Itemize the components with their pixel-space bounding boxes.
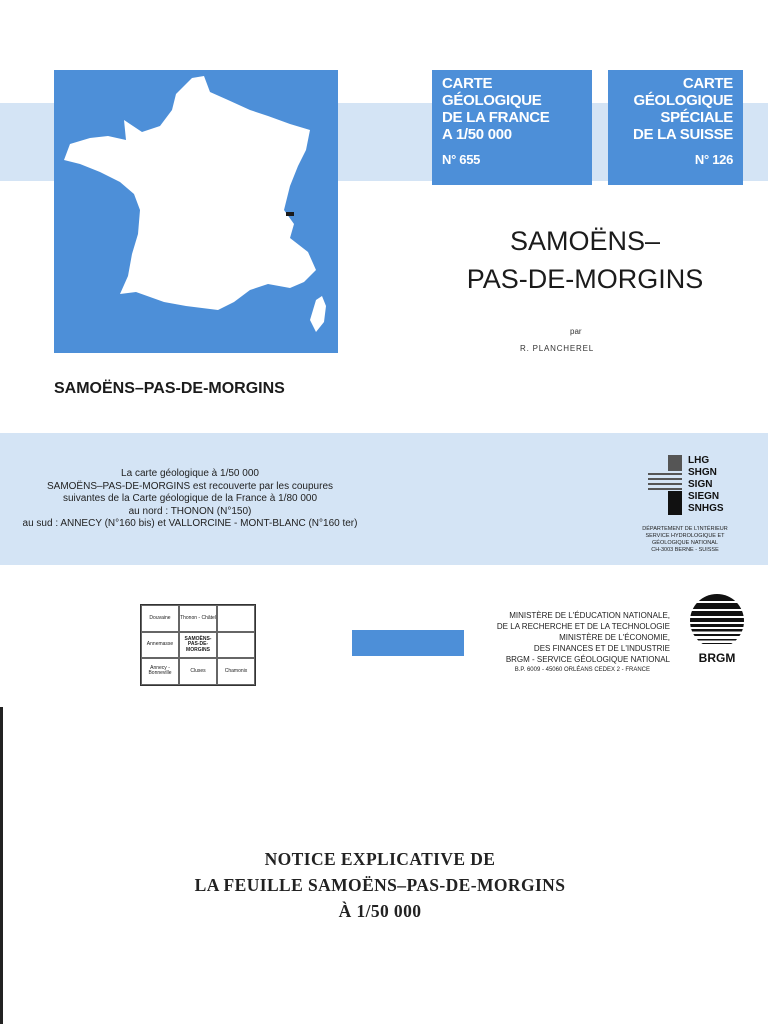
swiss-survey-acronyms bbox=[688, 455, 724, 515]
coverage-line: au sud : ANNECY (N°160 bis) et VALLORCINE - MONT-BLANC (N°160 ter) bbox=[22, 518, 358, 529]
author-name: R. PLANCHEREL bbox=[520, 344, 594, 353]
sheet-index-grid bbox=[140, 604, 256, 686]
coverage-line: suivantes de la Carte géologique de la France à 1/80 000 bbox=[62, 493, 318, 504]
badge-france-line: CARTE bbox=[442, 75, 493, 92]
ministry-line: DES FINANCES ET DE L'INDUSTRIE bbox=[533, 644, 670, 653]
swiss-dept-line: SERVICE HYDROLOGIQUE ET bbox=[645, 533, 725, 539]
badge-france-line: A 1/50 000 bbox=[442, 126, 512, 143]
index-cell: Thonon - Châtel bbox=[179, 605, 217, 632]
index-cell: Annecy - Bonneville bbox=[141, 658, 179, 685]
badge-france-line: DE LA FRANCE bbox=[442, 109, 550, 126]
ministry-line: DE LA RECHERCHE ET DE LA TECHNOLOGIE bbox=[496, 622, 670, 631]
badge-france-number: N° 655 bbox=[442, 152, 481, 167]
index-cell: Douvaine bbox=[141, 605, 179, 632]
ministry-line: MINISTÈRE DE L'ÉDUCATION NATIONALE, bbox=[509, 611, 670, 620]
ministry-line: BRGM - SERVICE GÉOLOGIQUE NATIONAL bbox=[505, 655, 670, 664]
swiss-survey-logo-icon bbox=[648, 455, 684, 517]
badge-suisse-line: GÉOLOGIQUE bbox=[633, 92, 733, 109]
swiss-department bbox=[600, 526, 768, 554]
swiss-dept-line: DÉPARTEMENT DE L'INTÉRIEUR bbox=[642, 526, 728, 532]
sheet-title-line2: PAS-DE-MORGINS bbox=[466, 264, 704, 294]
index-cell-current: SAMOËNS-PAS-DE-MORGINS bbox=[179, 632, 217, 659]
index-cell bbox=[217, 605, 255, 632]
notice-title bbox=[80, 846, 680, 924]
notice-line: À 1/50 000 bbox=[338, 901, 422, 921]
badge-suisse-line: DE LA SUISSE bbox=[632, 126, 733, 143]
sheet-title-line1: SAMOËNS– bbox=[509, 226, 661, 256]
notice-line: NOTICE EXPLICATIVE DE bbox=[264, 849, 496, 869]
index-cell bbox=[217, 632, 255, 659]
badge-carte-france bbox=[432, 70, 592, 185]
swiss-dept-line: GÉOLOGIQUE NATIONAL bbox=[652, 540, 718, 546]
swiss-acronym: SHGN bbox=[688, 467, 717, 478]
ministry-line: MINISTÈRE DE L'ÉCONOMIE, bbox=[559, 633, 670, 642]
badge-suisse-line: SPÉCIALE bbox=[660, 109, 733, 126]
swiss-dept-line: CH-3003 BERNE - SUISSE bbox=[651, 547, 719, 553]
swiss-acronym: SNHGS bbox=[688, 503, 724, 514]
notice-line: LA FEUILLE SAMOËNS–PAS-DE-MORGINS bbox=[194, 875, 566, 895]
badge-suisse-number: N° 126 bbox=[694, 152, 733, 167]
blue-marker-block bbox=[352, 630, 464, 656]
swiss-acronym: LHG bbox=[688, 455, 710, 466]
coverage-line: La carte géologique à 1/50 000 bbox=[121, 468, 259, 479]
sheet-title bbox=[400, 222, 768, 298]
coverage-line: au nord : THONON (N°150) bbox=[128, 505, 252, 517]
badge-carte-suisse bbox=[608, 70, 743, 185]
france-map-icon bbox=[54, 70, 338, 353]
brgm-globe-logo-icon bbox=[688, 592, 746, 650]
index-cell: Cluses bbox=[179, 658, 217, 685]
index-cell: Annemasse bbox=[141, 632, 179, 659]
brgm-label: BRGM bbox=[698, 651, 736, 665]
spine-subtitle: SAMOËNS–PAS-DE-MORGINS bbox=[54, 380, 285, 397]
badge-suisse-line: CARTE bbox=[682, 75, 733, 92]
ministry-block bbox=[470, 610, 670, 665]
page-edge-mark bbox=[0, 707, 3, 1024]
badge-france-line: GÉOLOGIQUE bbox=[442, 92, 542, 109]
swiss-acronym: SIGN bbox=[688, 479, 713, 490]
coverage-line: SAMOËNS–PAS-DE-MORGINS est recouverte par les coupures bbox=[46, 480, 334, 492]
ministry-address: B.P. 6009 - 45060 ORLÉANS CEDEX 2 - FRANCE bbox=[514, 667, 650, 673]
index-cell: Chamonix bbox=[217, 658, 255, 685]
coverage-note bbox=[0, 468, 380, 531]
top-band-left bbox=[0, 103, 54, 181]
by-label: par bbox=[570, 327, 582, 336]
swiss-acronym: SIEGN bbox=[688, 491, 720, 502]
